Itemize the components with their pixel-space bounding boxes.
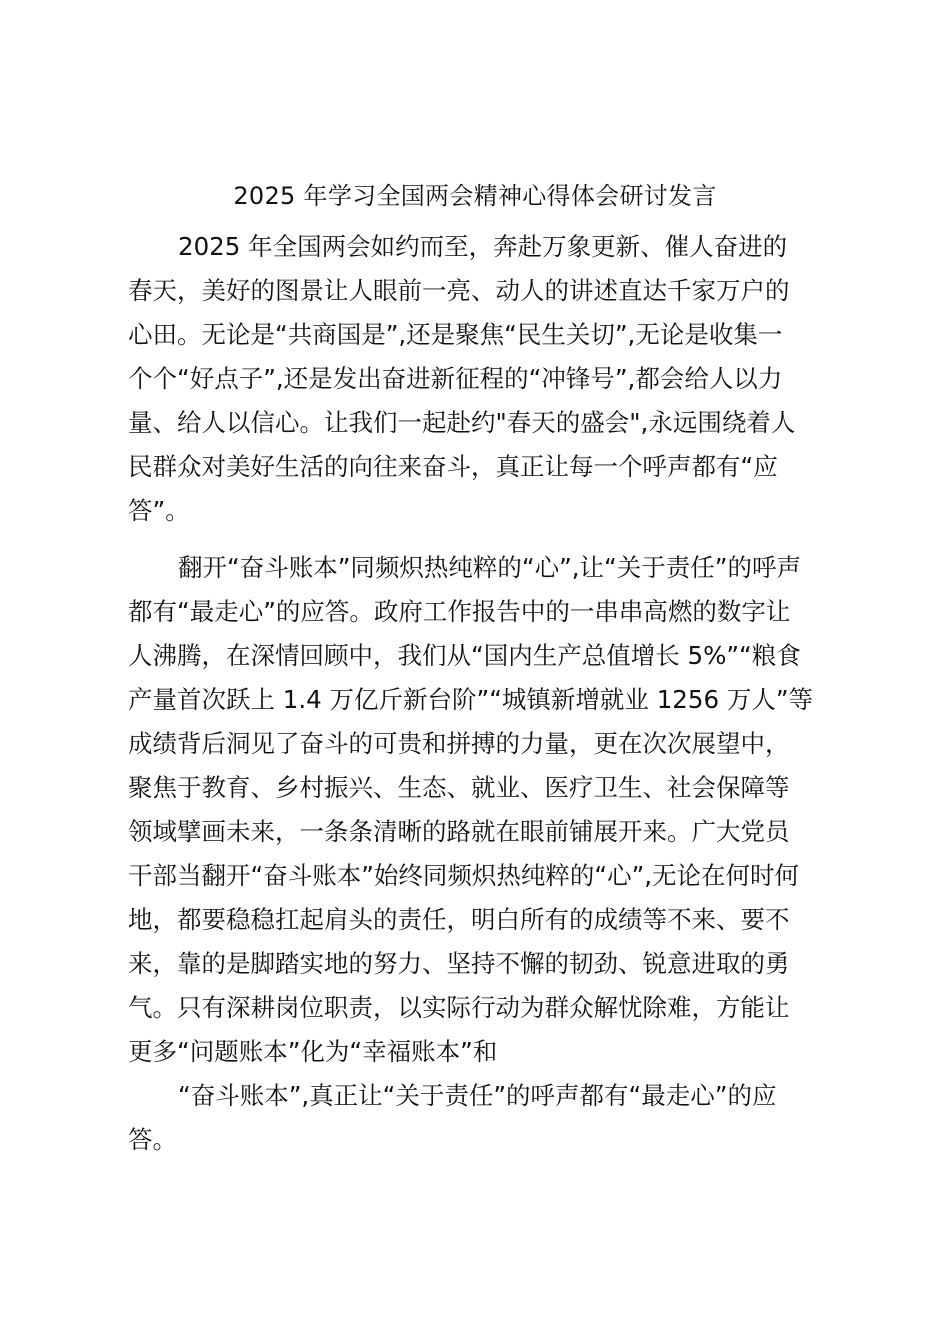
paragraph-line: 更多“问题账本”化为“幸福账本”和 bbox=[128, 1037, 498, 1066]
paragraph-line: 干部当翻开“奋斗账本”始终同频炽热纯粹的“心”,无论在何时何 bbox=[128, 861, 800, 890]
paragraph-line: 来，靠的是脚踏实地的努力、坚持不懈的韧劲、锐意进取的勇 bbox=[128, 949, 790, 978]
paragraph-line: 都有“最走心”的应答。政府工作报告中的一串串高燃的数字让 bbox=[128, 597, 791, 626]
paragraph-line: 成绩背后洞见了奋斗的可贵和拼搏的力量，更在次次展望中， bbox=[128, 729, 790, 758]
paragraph-line: 答。 bbox=[128, 1125, 177, 1154]
paragraph-line: 翻开“奋斗账本”同频炽热纯粹的“心”,让“关于责任”的呼声 bbox=[178, 553, 801, 582]
paragraph-line: 2025 年全国两会如约而至，奔赴万象更新、催人奋进的 bbox=[178, 232, 788, 261]
paragraph-line: 民群众对美好生活的向往来奋斗，真正让每一个呼声都有“应 bbox=[128, 452, 778, 481]
paragraph-line: “奋斗账本”,真正让“关于责任”的呼声都有“最走心”的应 bbox=[178, 1081, 777, 1110]
document-title: 2025 年学习全国两会精神心得体会研讨发言 bbox=[233, 182, 717, 210]
paragraph-line: 答”。 bbox=[128, 496, 190, 525]
paragraph-line: 心田。无论是“共商国是”,还是聚焦“民生关切”,无论是收集一 bbox=[128, 320, 783, 349]
paragraph-line: 领域擘画未来，一条条清晰的路就在眼前铺展开来。广大党员 bbox=[128, 817, 790, 846]
paragraph-line: 聚焦于教育、乡村振兴、生态、就业、医疗卫生、社会保障等 bbox=[128, 773, 790, 802]
paragraph-line: 人沸腾，在深情回顾中，我们从“国内生产总值增长 5%”“粮食 bbox=[128, 641, 801, 670]
paragraph-line: 地，都要稳稳扛起肩头的责任，明白所有的成绩等不来、要不 bbox=[128, 905, 790, 934]
paragraph-line: 量、给人以信心。让我们一起赴约"春天的盛会",永远围绕着人 bbox=[128, 408, 796, 437]
paragraph-line: 春天，美好的图景让人眼前一亮、动人的讲述直达千家万户的 bbox=[128, 276, 790, 305]
paragraph-line: 气。只有深耕岗位职责，以实际行动为群众解忧除难，方能让 bbox=[128, 993, 790, 1022]
paragraph-line: 个个“好点子”,还是发出奋进新征程的“冲锋号”,都会给人以力 bbox=[128, 364, 783, 393]
paragraph-line: 产量首次跃上 1.4 万亿斤新台阶”“城镇新增就业 1256 万人”等 bbox=[128, 685, 814, 714]
